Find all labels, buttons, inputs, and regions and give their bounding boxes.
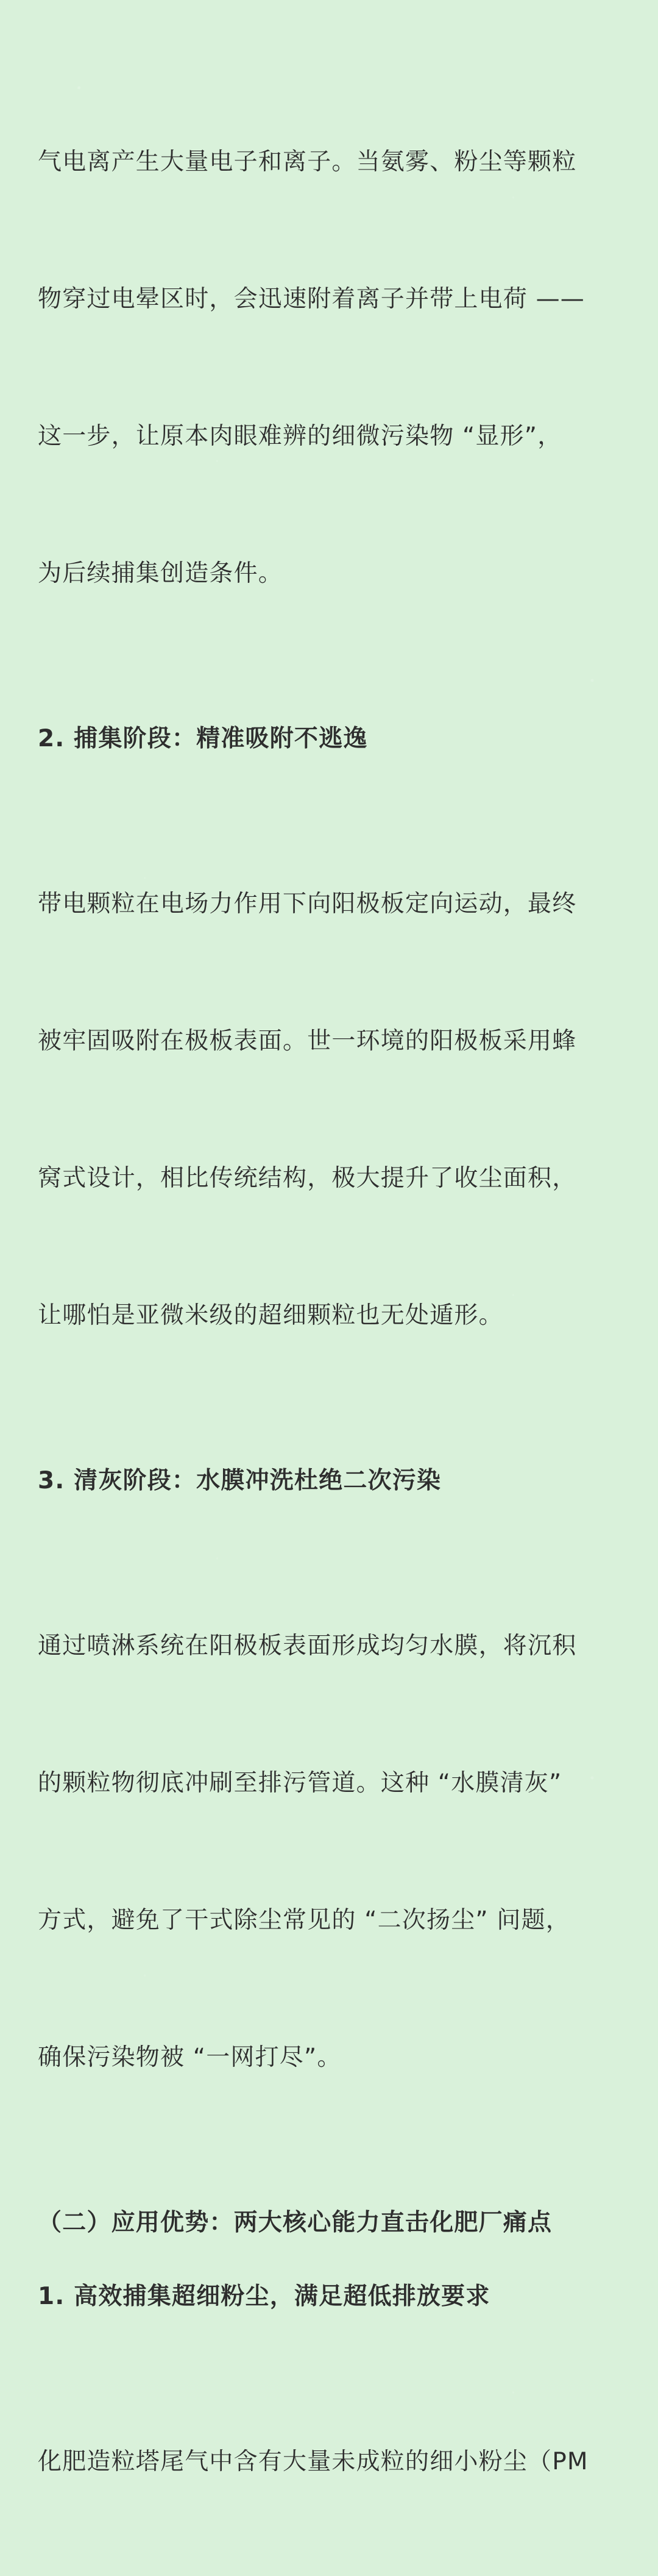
paragraph-line: 的颗粒物彻底冲刷至排污管道。这种 “水膜清灰” — [38, 1769, 562, 1797]
paragraph-line: 确保污染物被 “一网打尽”。 — [38, 2044, 342, 2071]
paragraph-line: 方式，避免了干式除尘常见的 “二次扬尘” 问题， — [38, 1907, 571, 1934]
paragraph-granulation-tower — [38, 2347, 620, 2576]
heading-efficient-capture: 1. 高效捕集超细粉尘，满足超低排放要求 — [38, 2283, 490, 2310]
paragraph-line: 这一步，让原本肉眼难辨的细微污染物 “显形”， — [38, 423, 562, 450]
paragraph-line: 让哪怕是亚微米级的超细颗粒也无处遁形。 — [38, 1302, 503, 1329]
paragraph-line: 为后续捕集创造条件。 — [38, 560, 283, 587]
paragraph-capture — [38, 790, 620, 1430]
paragraph-line: 窝式设计，相比传统结构，极大提升了收尘面积， — [38, 1165, 577, 1192]
section-heading-advantages: （二）应用优势：两大核心能力直击化肥厂痛点 — [38, 2209, 553, 2236]
paragraph-line: 气电离产生大量电子和离子。当氨雾、粉尘等颗粒 — [38, 148, 577, 176]
paragraph-line: 通过喷淋系统在阳极板表面形成均匀水膜，将沉积 — [38, 1632, 577, 1660]
heading-capture-stage: 2. 捕集阶段：精准吸附不逃逸 — [38, 725, 368, 752]
paragraph-ionization — [38, 48, 620, 688]
paragraph-cleaning — [38, 1532, 620, 2172]
paragraph-line: 被牢固吸附在极板表面。世一环境的阳极板采用蜂 — [38, 1027, 577, 1055]
paragraph-line: 带电颗粒在电场力作用下向阳极板定向运动，最终 — [38, 890, 577, 918]
paragraph-line: 化肥造粒塔尾气中含有大量未成粒的细小粉尘（PM — [38, 2448, 589, 2475]
heading-cleaning-stage: 3. 清灰阶段：水膜冲洗杜绝二次污染 — [38, 1467, 442, 1494]
paragraph-line: 物穿过电晕区时，会迅速附着离子并带上电荷 —— — [38, 285, 585, 313]
